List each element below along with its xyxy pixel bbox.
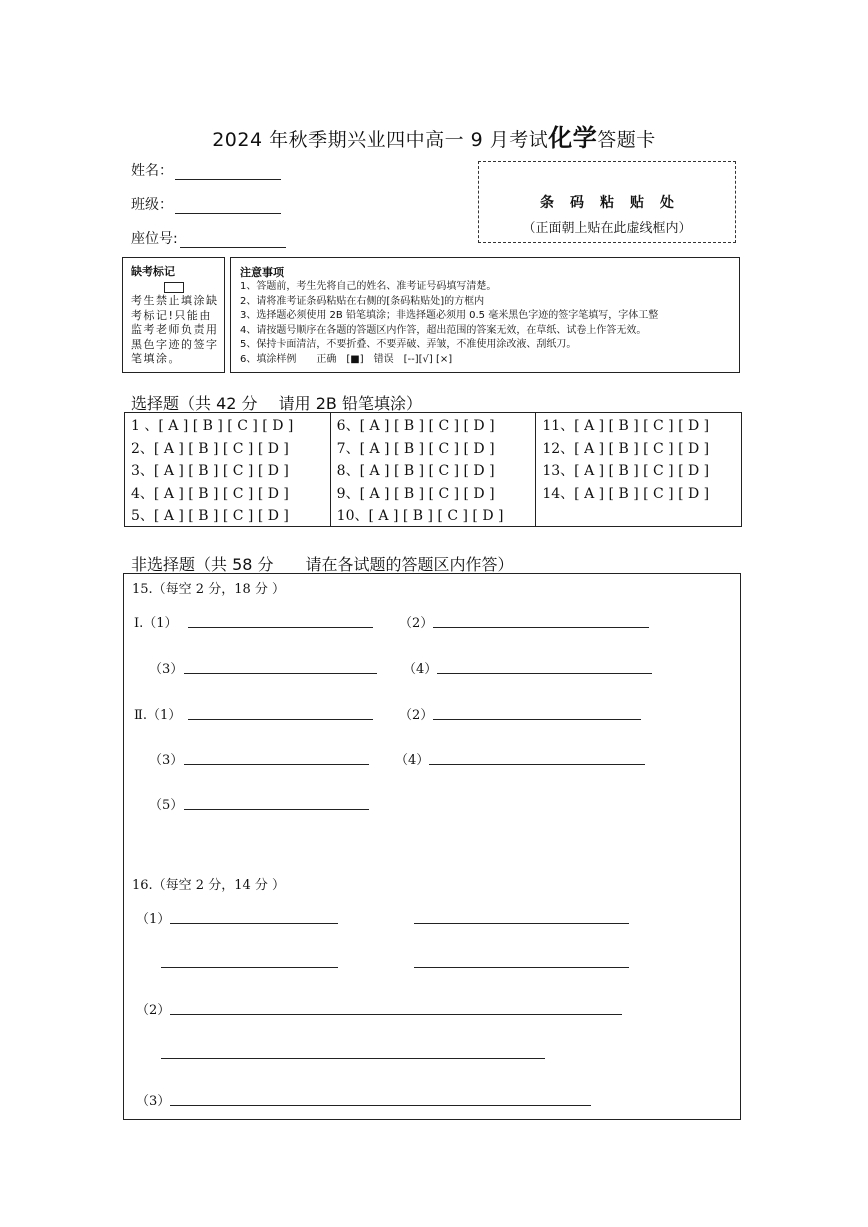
mc-column: [125, 413, 331, 526]
barcode-area: [478, 161, 736, 243]
barcode-title: 条码粘贴处: [540, 195, 690, 211]
mc-question[interactable]: 2、[ A ] [ B ] [ C ] [ D ]: [131, 440, 289, 457]
title-subject: 化学: [548, 124, 598, 152]
q15-i-4-label: （4）: [403, 662, 438, 677]
seat-label: 座位号:: [131, 231, 178, 247]
notes-item: 3、选择题必须使用 2B 铅笔填涂；非选择题必须用 0.5 毫米黑色字迹的签字笔填写，字体工整: [240, 310, 659, 321]
q15-i-1-label: Ⅰ.（1）: [134, 616, 178, 631]
name-label: 姓名：: [131, 163, 173, 179]
q15-ii-2-label: （2）: [399, 708, 434, 723]
mc-question[interactable]: 1 、[ A ] [ B ] [ C ] [ D ]: [131, 418, 294, 434]
q15-ii-1-blank[interactable]: [188, 719, 373, 720]
q15-i-4-blank[interactable]: [437, 673, 652, 674]
q16-2-blank-a[interactable]: [170, 1014, 622, 1015]
barcode-subtitle: （正面朝上贴在此虚线框内）: [522, 221, 692, 236]
notes-item: 4、请按题号顺序在各题的答题区内作答，超出范围的答案无效，在草纸、试卷上作答无效。: [240, 324, 647, 336]
mc-question[interactable]: 10、[ A ] [ B ] [ C ] [ D ]: [336, 508, 504, 524]
q16-header: 16.（每空 2 分，14 分 ）: [132, 878, 286, 893]
q16-1-blank-d[interactable]: [414, 967, 629, 968]
mc-grid: [124, 412, 742, 527]
class-line[interactable]: [175, 199, 281, 214]
q16-3-label: （3）: [136, 1094, 171, 1109]
absent-checkbox[interactable]: [164, 282, 184, 293]
q16-3-blank[interactable]: [170, 1105, 591, 1106]
name-field[interactable]: [131, 160, 281, 180]
mc-question[interactable]: 12、[ A ] [ B ] [ C ] [ D ]: [542, 440, 710, 457]
q16-1-blank-c[interactable]: [161, 967, 338, 968]
q15-i-3-blank[interactable]: [184, 673, 377, 674]
title-suffix: 答题卡: [597, 129, 656, 151]
notes-item: 1、答题前，考生先将自己的姓名、准考证号码填写清楚。: [240, 281, 497, 292]
mc-question[interactable]: 13、[ A ] [ B ] [ C ] [ D ]: [542, 463, 710, 479]
q15-ii-4-blank[interactable]: [429, 764, 645, 765]
q16-1-blank-a[interactable]: [170, 923, 338, 924]
mc-question[interactable]: 4、[ A ] [ B ] [ C ] [ D ]: [131, 485, 289, 502]
q15-i-2-label: （2）: [399, 616, 434, 631]
seat-line[interactable]: [180, 233, 286, 248]
class-field[interactable]: [131, 194, 281, 214]
name-line[interactable]: [175, 165, 281, 180]
mc-column: [331, 413, 537, 526]
page-title: [0, 118, 868, 153]
mc-column: [536, 413, 741, 526]
notes-item: 5、保持卡面清洁，不要折叠、不要弄破、弄皱，不准使用涂改液、刮纸刀。: [240, 339, 577, 350]
q15-i-2-blank[interactable]: [433, 627, 649, 628]
mc-question[interactable]: 5、[ A ] [ B ] [ C ] [ D ]: [131, 508, 289, 524]
mc-question[interactable]: 11、[ A ] [ B ] [ C ] [ D ]: [542, 418, 710, 434]
q16-2-blank-b[interactable]: [161, 1058, 545, 1059]
q16-1-blank-b[interactable]: [414, 923, 629, 924]
mc-question[interactable]: 14、[ A ] [ B ] [ C ] [ D ]: [542, 485, 710, 502]
mc-question[interactable]: 6、[ A ] [ B ] [ C ] [ D ]: [336, 418, 495, 434]
notes-item: 6、填涂样例 正确 [■] 错误 [--][√] [×]: [240, 353, 453, 365]
q15-i-1-blank[interactable]: [188, 627, 373, 628]
q15-ii-3-blank[interactable]: [184, 764, 369, 765]
nc-heading: 非选择题（共 58 分 请在各试题的答题区内作答）: [131, 555, 514, 574]
absent-mark-box: [122, 257, 225, 373]
mc-question[interactable]: 8、[ A ] [ B ] [ C ] [ D ]: [336, 463, 495, 479]
notes-box: [230, 257, 740, 373]
mc-question[interactable]: 9、[ A ] [ B ] [ C ] [ D ]: [336, 485, 495, 502]
seat-field[interactable]: [131, 228, 286, 248]
q15-ii-3-label: （3）: [149, 753, 184, 768]
q16-1-label: （1）: [136, 912, 171, 927]
absent-title: 缺考标记: [131, 265, 175, 278]
class-label: 班级：: [131, 197, 173, 213]
notes-item: 2、请将准考证条码粘贴在右侧的[条码粘贴处]的方框内: [240, 295, 485, 307]
mc-question[interactable]: 3、[ A ] [ B ] [ C ] [ D ]: [131, 463, 289, 479]
answer-area: [123, 573, 741, 1120]
notes-title: 注意事项: [240, 266, 284, 279]
title-prefix: 2024 年秋季期兴业四中高一 9 月考试: [212, 129, 549, 151]
q15-ii-5-label: （5）: [149, 798, 184, 813]
q15-ii-1-label: Ⅱ.（1）: [134, 708, 182, 723]
mc-heading: 选择题（共 42 分 请用 2B 铅笔填涂）: [131, 394, 422, 413]
q15-ii-5-blank[interactable]: [184, 809, 369, 810]
q15-i-3-label: （3）: [149, 662, 184, 677]
absent-text: 考生禁止填涂缺考标记!只能由监考老师负责用黑色字迹的签字笔填涂。: [131, 294, 219, 365]
q16-2-label: （2）: [136, 1003, 171, 1018]
q15-ii-4-label: （4）: [395, 753, 430, 768]
mc-question[interactable]: 7、[ A ] [ B ] [ C ] [ D ]: [336, 440, 495, 457]
q15-header: 15.（每空 2 分，18 分 ）: [132, 582, 286, 597]
q15-ii-2-blank[interactable]: [433, 719, 641, 720]
